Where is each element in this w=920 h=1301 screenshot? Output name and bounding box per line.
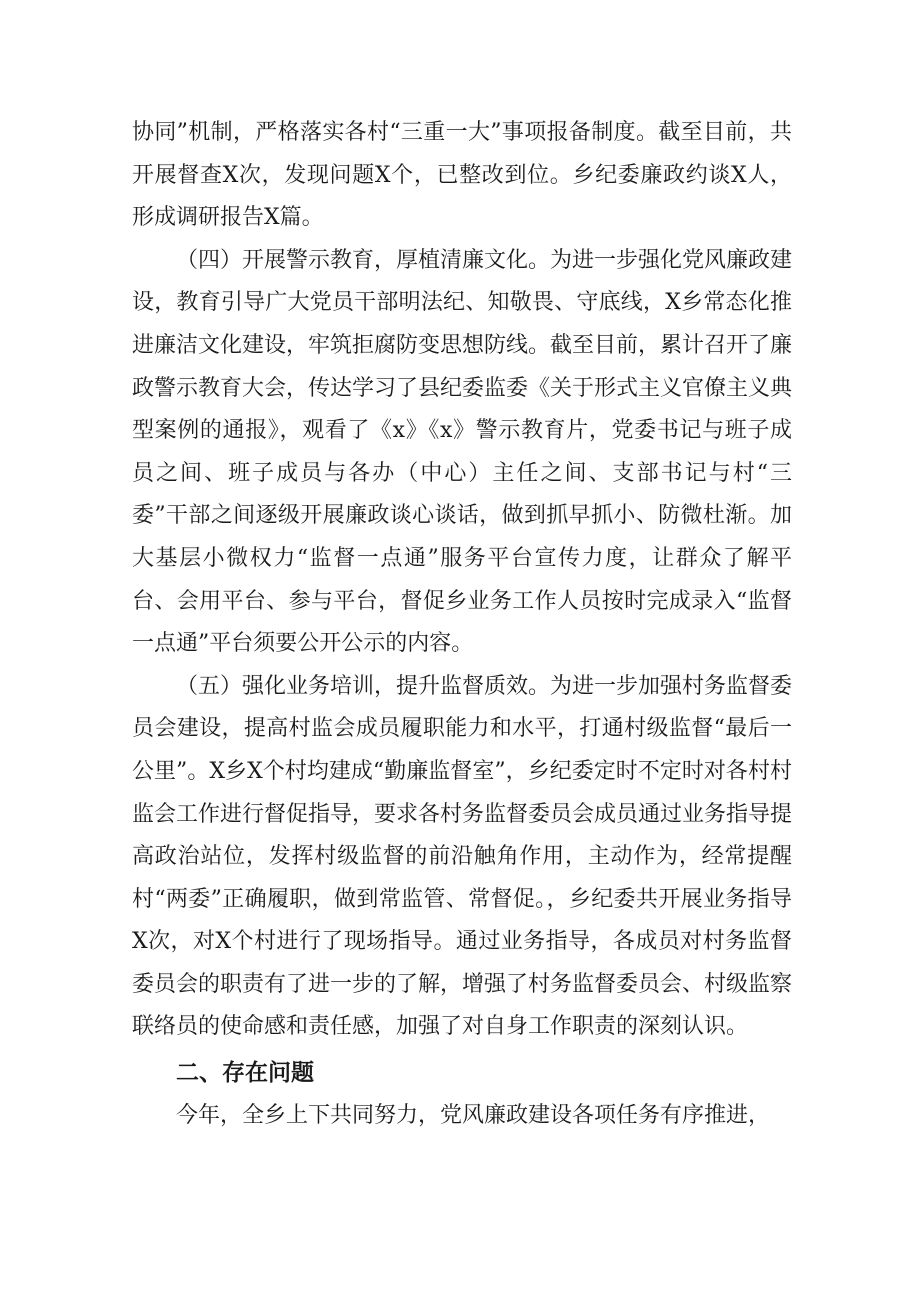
paragraph-warning-education: （四）开展警示教育，厚植清廉文化。为进一步强化党风廉政建设，教育引导广大党员干部明法纪、知敬畏、守底线，X乡常态化推进廉洁文化建设，牢筑拒腐防变思想防线。截至目前，累计召开了廉政警示教育大会，传达学习了县纪委监委《关于形式主义官僚主义典型案例的通报》，观看了《x》《x》警示教育片，党委书记与班子成员之间、班子成员与各办（中心）主任之间、支部书记与村“三委”干部之间逐级开展廉政谈心谈话，做到抓早抓小、防微杜渐。加大基层小微权力“监督一点通”服务平台宣传力度，让群众了解平台、会用平台、参与平台，督促乡业务工作人员按时完成录入“监督一点通”平台须要公开公示的内容。 xyxy=(132,247,793,657)
paragraph-problems-intro: 今年，全乡上下共同努力，党风廉政建设各项任务有序推进， xyxy=(176,1103,771,1129)
document-body xyxy=(132,112,792,1138)
section-heading-problems: 二、存在问题 xyxy=(176,1060,314,1087)
paragraph-inspection-summary: 协同”机制，严格落实各村“三重一大”事项报备制度。截至目前，共开展督查X次，发现问题X个，已整改到位。乡纪委廉政约谈X人，形成调研报告X篇。 xyxy=(132,120,792,231)
paragraph-business-training: （五）强化业务培训，提升监督质效。为进一步加强村务监督委员会建设，提高村监会成员履职能力和水平，打通村级监督“最后一公里”。X乡X个村均建成“勤廉监督室”，乡纪委定时不定时对各村村监会工作进行督促指导，要求各村务监督委员会成员通过业务指导提高政治站位，发挥村级监督的前沿触角作用，主动作为，经常提醒村“两委”正确履职，做到常监管、常督促。，乡纪委共开展业务指导X次，对X个村进行了现场指导。通过业务指导，各成员对村务监督委员会的职责有了进一步的了解，增强了村务监督委员会、村级监察联络员的使命感和责任感，加强了对自身工作职责的深刻认识。 xyxy=(132,673,793,1040)
